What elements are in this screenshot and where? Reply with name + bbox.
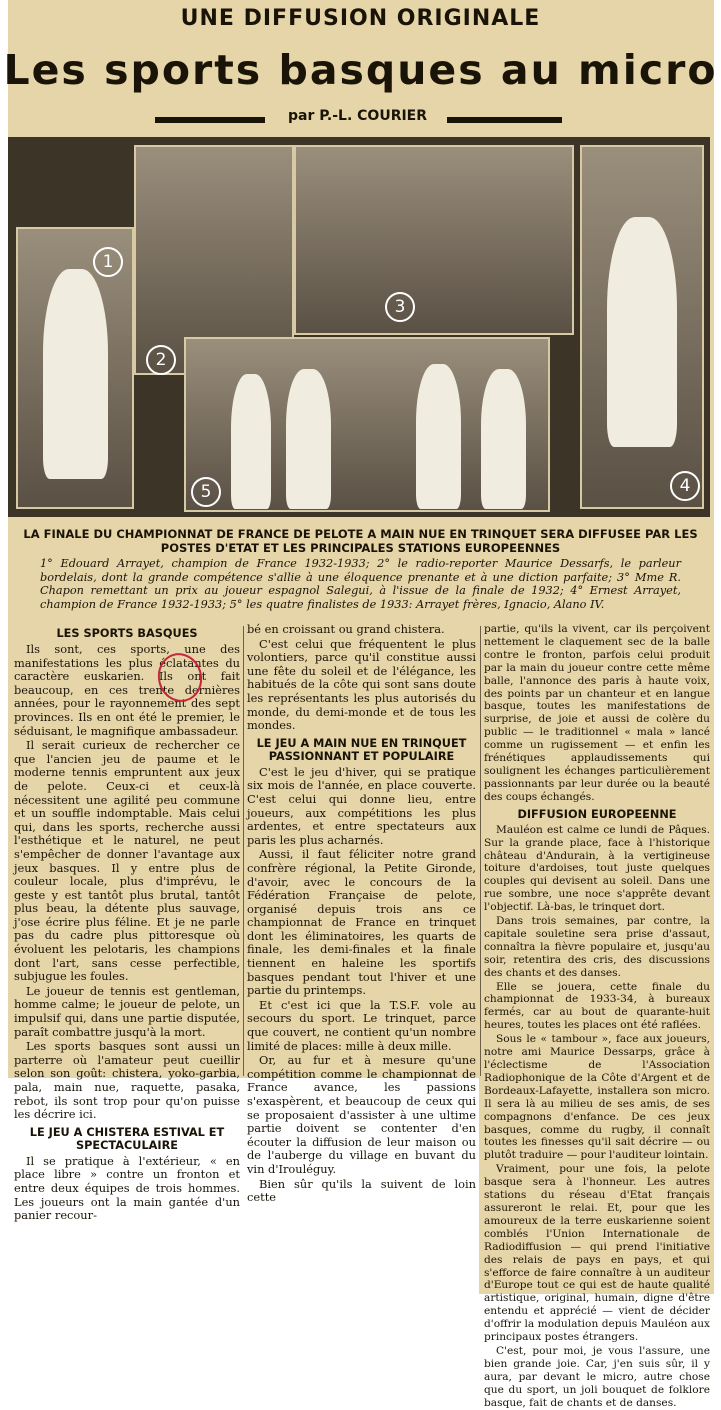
paragraph: Vraiment, pour une fois, la pelote basque sera à l'honneur. Les autres stations du réseau d'Etat français assureront le relai. Et, pour que les amoureux de la terre euskarienne soient comblés l'Union Internationale de Radiodiffusion — qui prend l'initiative des relais de pays en pays, et qui s'efforce de faire connaître à un auditeur d'Europe tout ce qui est de haute qualité artistique, original, humain, digne d'être entendu et apprécié — vient de décider d'offrir la modulation depuis Mauléon aux principaux postes étrangers. bbox=[484, 1163, 710, 1344]
column-divider bbox=[480, 626, 481, 1076]
player-figure bbox=[43, 269, 108, 479]
photo-number-badge: 3 bbox=[385, 292, 415, 322]
paragraph: C'est celui que fréquentent le plus volontiers, parce qu'il constitue aussi une fête du soleil et de l'élégance, les habitués de la côte qui sont sans doute les représentants les plus autorisés du monde, du demi-monde et de tous les mondes. bbox=[247, 636, 476, 733]
paragraph: partie, qu'ils la vivent, car ils perçoivent nettement le claquement sec de la balle contre le fronton, parfois celui produit par la main du joueur contre cette même balle, l'annonce des paris à haute voix, des points par un chanteur et en langue basque, toutes les manifestations de surprise, de joie et aussi de colère du public — le traditionnel « mala » lancé comme un rugissement — et enfin les frénétiques applaudissements qui soulignent les échanges particulièrement passionnants par leur durée ou la beauté des coups échangés. bbox=[484, 623, 710, 803]
photo-player-4 bbox=[580, 145, 704, 509]
photo-number-badge: 5 bbox=[191, 477, 221, 507]
paragraph: C'est, pour moi, je vous l'assure, une bien grande joie. Car, j'en suis sûr, il y aura, par devant le micro, autre chose que du sport, un joli bouquet de folklore basque, fait de chants et de danses. bbox=[484, 1344, 710, 1409]
photo-number-badge: 4 bbox=[670, 471, 700, 501]
section-heading: DIFFUSION EUROPEENNE bbox=[517, 807, 677, 821]
section-heading: LES SPORTS BASQUES bbox=[56, 627, 198, 640]
player-figure bbox=[231, 374, 271, 509]
photo-prize-ceremony bbox=[294, 145, 574, 335]
article-byline: par P.-L. COURIER bbox=[145, 108, 570, 124]
paragraph: Bien sûr qu'ils la suivent de loin cette bbox=[247, 1176, 476, 1205]
paragraph: Le joueur de tennis est gentleman, homme calme; le joueur de pelote, un impulsif qui, dans une partie disputée, paraît combattre jusqu'à la mort. bbox=[14, 983, 240, 1039]
paragraph: bé en croissant ou grand chistera. bbox=[247, 622, 445, 636]
player-figure bbox=[286, 369, 331, 509]
paragraph: C'est le jeu d'hiver, qui se pratique six mois de l'année, en place couverte. C'est celui qui donne lieu, entre joueurs, aux compétitions les plus ardentes, et entre spectateurs aux paris les plus acharnés. bbox=[247, 764, 476, 847]
photo-finalists bbox=[184, 337, 550, 512]
section-heading: LE JEU A MAIN NUE EN TRINQUET PASSIONNANT ET POPULAIRE bbox=[256, 736, 467, 763]
caption-body: 1° Edouard Arrayet, champion de France 1932-1933; 2° le radio-reporter Maurice Dessarfs, le parleur bordelais, dont la grande compétence s'allie à une éloquence prenante et à une diction parfaite; 3° Mme R. Chapon remettant un prix au joueur espagnol Salegui, à l'issue de la finale de 1932; 4° Ernest Arrayet, champion de France 1932-1933; 5° les quatre finalistes de 1933: Arrayet frères, Ignacio, Alano IV. bbox=[40, 557, 681, 611]
paragraph: Ils sont, ces sports, une des manifestations les plus éclatantes du caractère euskarien. Ils ont fait beaucoup, en ces trente dernières années, pour le rayonnement des sept provinces. Ils en ont été le premier, le séduisant, le magnifique ambassadeur. bbox=[14, 642, 240, 738]
player-figure bbox=[607, 217, 677, 447]
player-figure bbox=[481, 369, 526, 509]
photo-number-badge: 2 bbox=[146, 345, 176, 375]
paragraph: Il se pratique à l'extérieur, « en place libre » contre un fronton et entre deux équipes de trois hommes. Les joueurs ont la main gantée d'un panier recour- bbox=[14, 1153, 240, 1223]
paragraph: Elle se jouera, cette finale du championnat de 1933-34, à bureaux fermés, car au bout de quarante-huit heures, toutes les places ont été raflées. bbox=[484, 980, 710, 1032]
paragraph: Et c'est ici que la T.S.F. vole au secours du sport. Le trinquet, parce que couvert, ne contient qu'un nombre limité de places: mille à deux mille. bbox=[247, 997, 476, 1053]
caption-title: LA FINALE DU CHAMPIONNAT DE FRANCE DE PELOTE A MAIN NUE EN TRINQUET SERA DIFFUSEE PAR LES POSTES D'ETAT ET LES PRINCIPALES STATIONS EUROPEENNES bbox=[23, 527, 698, 555]
photo-collage bbox=[8, 137, 710, 517]
section-heading: LE JEU A CHISTERA ESTIVAL ET SPECTACULAIRE bbox=[29, 1125, 225, 1152]
article-kicker: UNE DIFFUSION ORIGINALE bbox=[180, 6, 541, 31]
paragraph: Dans trois semaines, par contre, la capitale souletine sera prise d'assaut, connaîtra la fièvre populaire et, jusqu'au soir, retentira des cris, des discussions des chants et des danses. bbox=[484, 915, 710, 979]
paragraph: Sous le « tambour », face aux joueurs, notre ami Maurice Dessarps, grâce à l'éclectisme de l'Association Radiophonique de la Côte d'Argent et de Bordeaux-Lafayette, installera son micro. Il sera là au milieu de ses amis, de ses compagnons d'enfance. De ces jeux basques, comme du rugby, il connaît toutes les finesses qu'il sait décrire — ou plutôt traduire — pour l'auditeur lointain. bbox=[484, 1033, 710, 1162]
article-headline: Les sports basques au micro bbox=[3, 46, 718, 94]
paragraph: Aussi, il faut féliciter notre grand confrère régional, la Petite Gironde, d'avoir, avec le concours de la Fédération Française de pelote, organisé depuis trois ans ce championnat de France en trinquet dont les éliminatoires, les quarts de finale, les demi-finales et la finale tiennent en haleine les sportifs basques pendant tout l'hiver et une partie du printemps. bbox=[247, 847, 476, 998]
article-column-1 bbox=[14, 623, 240, 1224]
paragraph: Il serait curieux de rechercher ce que l'ancien jeu de paume et le moderne tennis empruntent aux jeux de pelote. Ceux-ci et ceux-là nécessitent une agilité peu commune et un souffle indomptable. Mais celui qui, dans les sports, recherche aussi l'esthétique et le naturel, ne peut s'empêcher de donner l'avantage aux jeux basques. Il y entre plus de couleur locale, plus d'imprévu, le geste y est tantôt plus brutal, tantôt plus beau, la détente plus sauvage, j'ose écrire plus féline. Et je ne parle pas du cadre plus pittoresque où évoluent les pelotaris, les champions dont l'art, sans cesse perfectible, subjugue les foules. bbox=[14, 738, 240, 984]
column-divider bbox=[243, 626, 244, 1076]
paragraph: Mauléon est calme ce lundi de Pâques. Sur la grande place, face à l'historique château d'Andurain, à la vertigineuse toiture d'ardoises, tout juste quelques couples qui devisent au soleil. Dans une rue sombre, une noce s'apprête devant l'objectif. Là-bas, le trinquet dort. bbox=[484, 823, 710, 914]
article-column-3 bbox=[484, 623, 710, 1410]
article-column-2 bbox=[247, 623, 476, 1206]
photo-number-badge: 1 bbox=[93, 247, 123, 277]
paragraph: Les sports basques sont aussi un parterre où l'amateur peut cueillir selon son goût: chistera, yoko-garbia, pala, main nue, raquette, pasaka, rebot, ils sont trop pour qu'on puisse les décrire ici. bbox=[14, 1039, 240, 1122]
player-figure bbox=[416, 364, 461, 509]
paragraph: Or, au fur et à mesure qu'une compétition comme le championnat de France avance, les passions s'exaspèrent, et beaucoup de ceux qui se proposaient d'assister à une ultime partie doivent se contenter d'en écouter la diffusion de leur maison ou de l'auberge du village en buvant du vin d'Irouléguy. bbox=[247, 1053, 476, 1176]
